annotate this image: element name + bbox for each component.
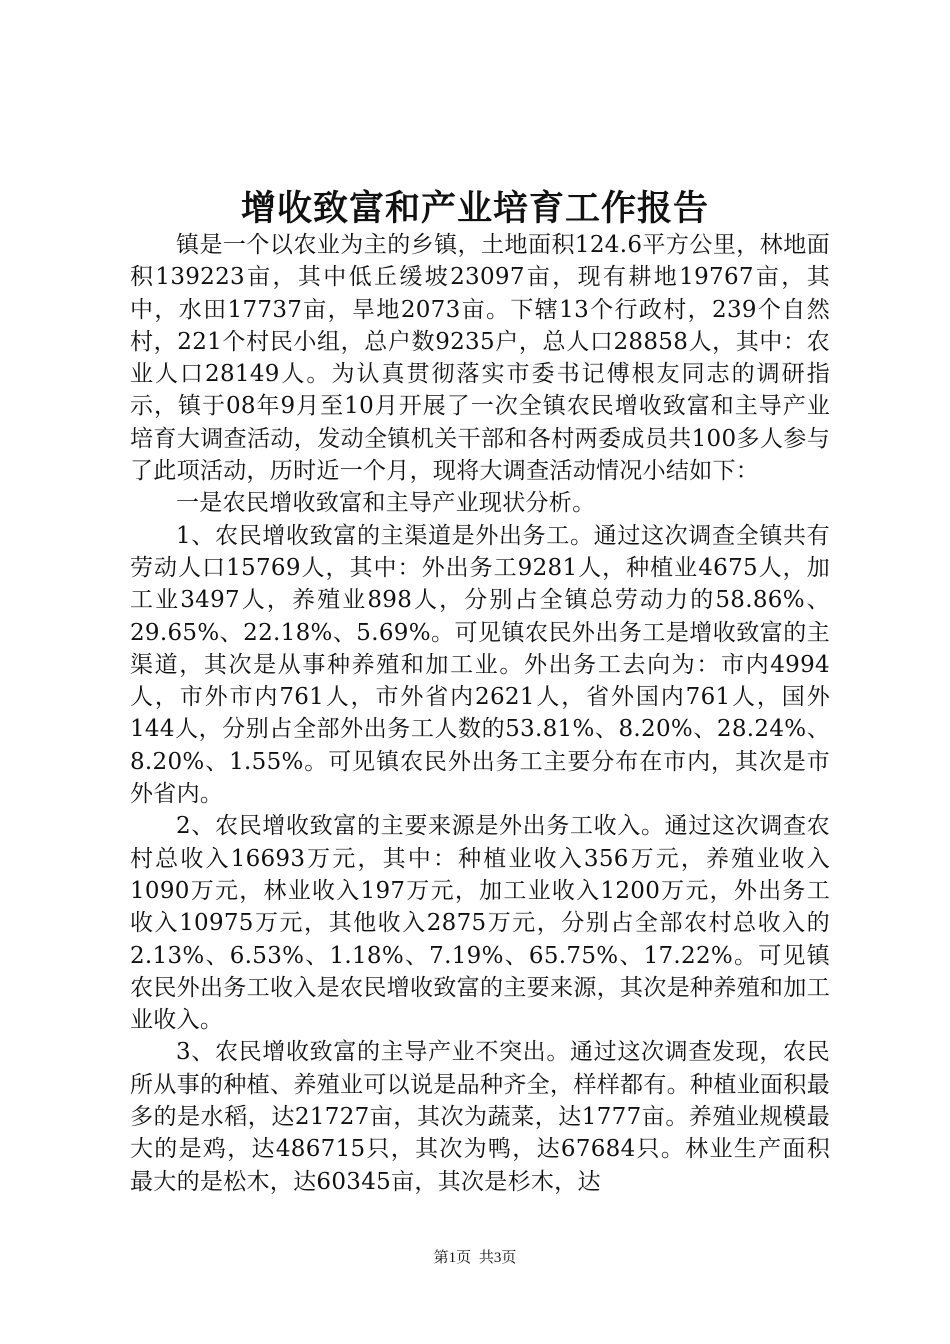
document-body — [130, 229, 830, 1198]
page-total: 共3页 — [478, 1250, 517, 1266]
paragraph-section-heading: 一是农民增收致富和主导产业现状分析。 — [176, 490, 596, 517]
paragraph-point-1: 1、农民增收致富的主渠道是外出务工。通过这次调查全镇共有劳动人口15769人，其中：外出务工9281人，种植业4675人，加工业3497人，养殖业898人，分别占全镇总劳动力的58.86%、29.65%、22.18%、5.69%。可见镇农民外出务工是增收致富的主渠道，其次是从事种养殖和加工业。外出务工去向为：市内4994人，市外市内761人，市外省内2621人，省外国内761人，国外144人，分别占全部外出务工人数的53.81%、8.20%、28.24%、8.20%、1.55%。可见镇农民外出务工主要分布在市内，其次是市外省内。 — [130, 522, 830, 808]
page-number: 第1页 — [433, 1250, 472, 1266]
paragraph-intro: 镇是一个以农业为主的乡镇，土地面积124.6平方公里，林地面积139223亩，其中低丘缓坡23097亩，现有耕地19767亩，其中，水田17737亩，旱地2073亩。下辖13个行政村，239个自然村，221个村民小组，总户数9235户，总人口28858人，其中：农业人口28149人。为认真贯彻落实市委书记傅根友同志的调研指示，镇于08年9月至10月开展了一次全镇农民增收致富和主导产业培育大调查活动，发动全镇机关干部和各村两委成员共100多人参与了此项活动，历时近一个月，现将大调查活动情况小结如下： — [130, 232, 830, 485]
paragraph-point-2: 2、农民增收致富的主要来源是外出务工收入。通过这次调查农村总收入16693万元，其中：种植业收入356万元，养殖业收入1090万元，林业收入197万元，加工业收入1200万元，外出务工收入10975万元，其他收入2875万元，分别占全部农村总收入的2.13%、6.53%、1.18%、7.19%、65.75%、17.22%。可见镇农民外出务工收入是农民增收致富的主要来源，其次是种养殖和加工业收入。 — [130, 813, 830, 1034]
page-footer — [0, 1248, 950, 1268]
paragraph-point-3: 3、农民增收致富的主导产业不突出。通过这次调查发现，农民所从事的种植、养殖业可以说是品种齐全，样样都有。种植业面积最多的是水稻，达21727亩，其次为蔬菜，达1777亩。养殖业规模最大的是鸡，达486715只，其次为鸭，达67684只。林业生产面积最大的是松木，达60345亩，其次是杉木，达 — [130, 1039, 830, 1195]
document-title: 增收致富和产业培育工作报告 — [240, 188, 709, 229]
